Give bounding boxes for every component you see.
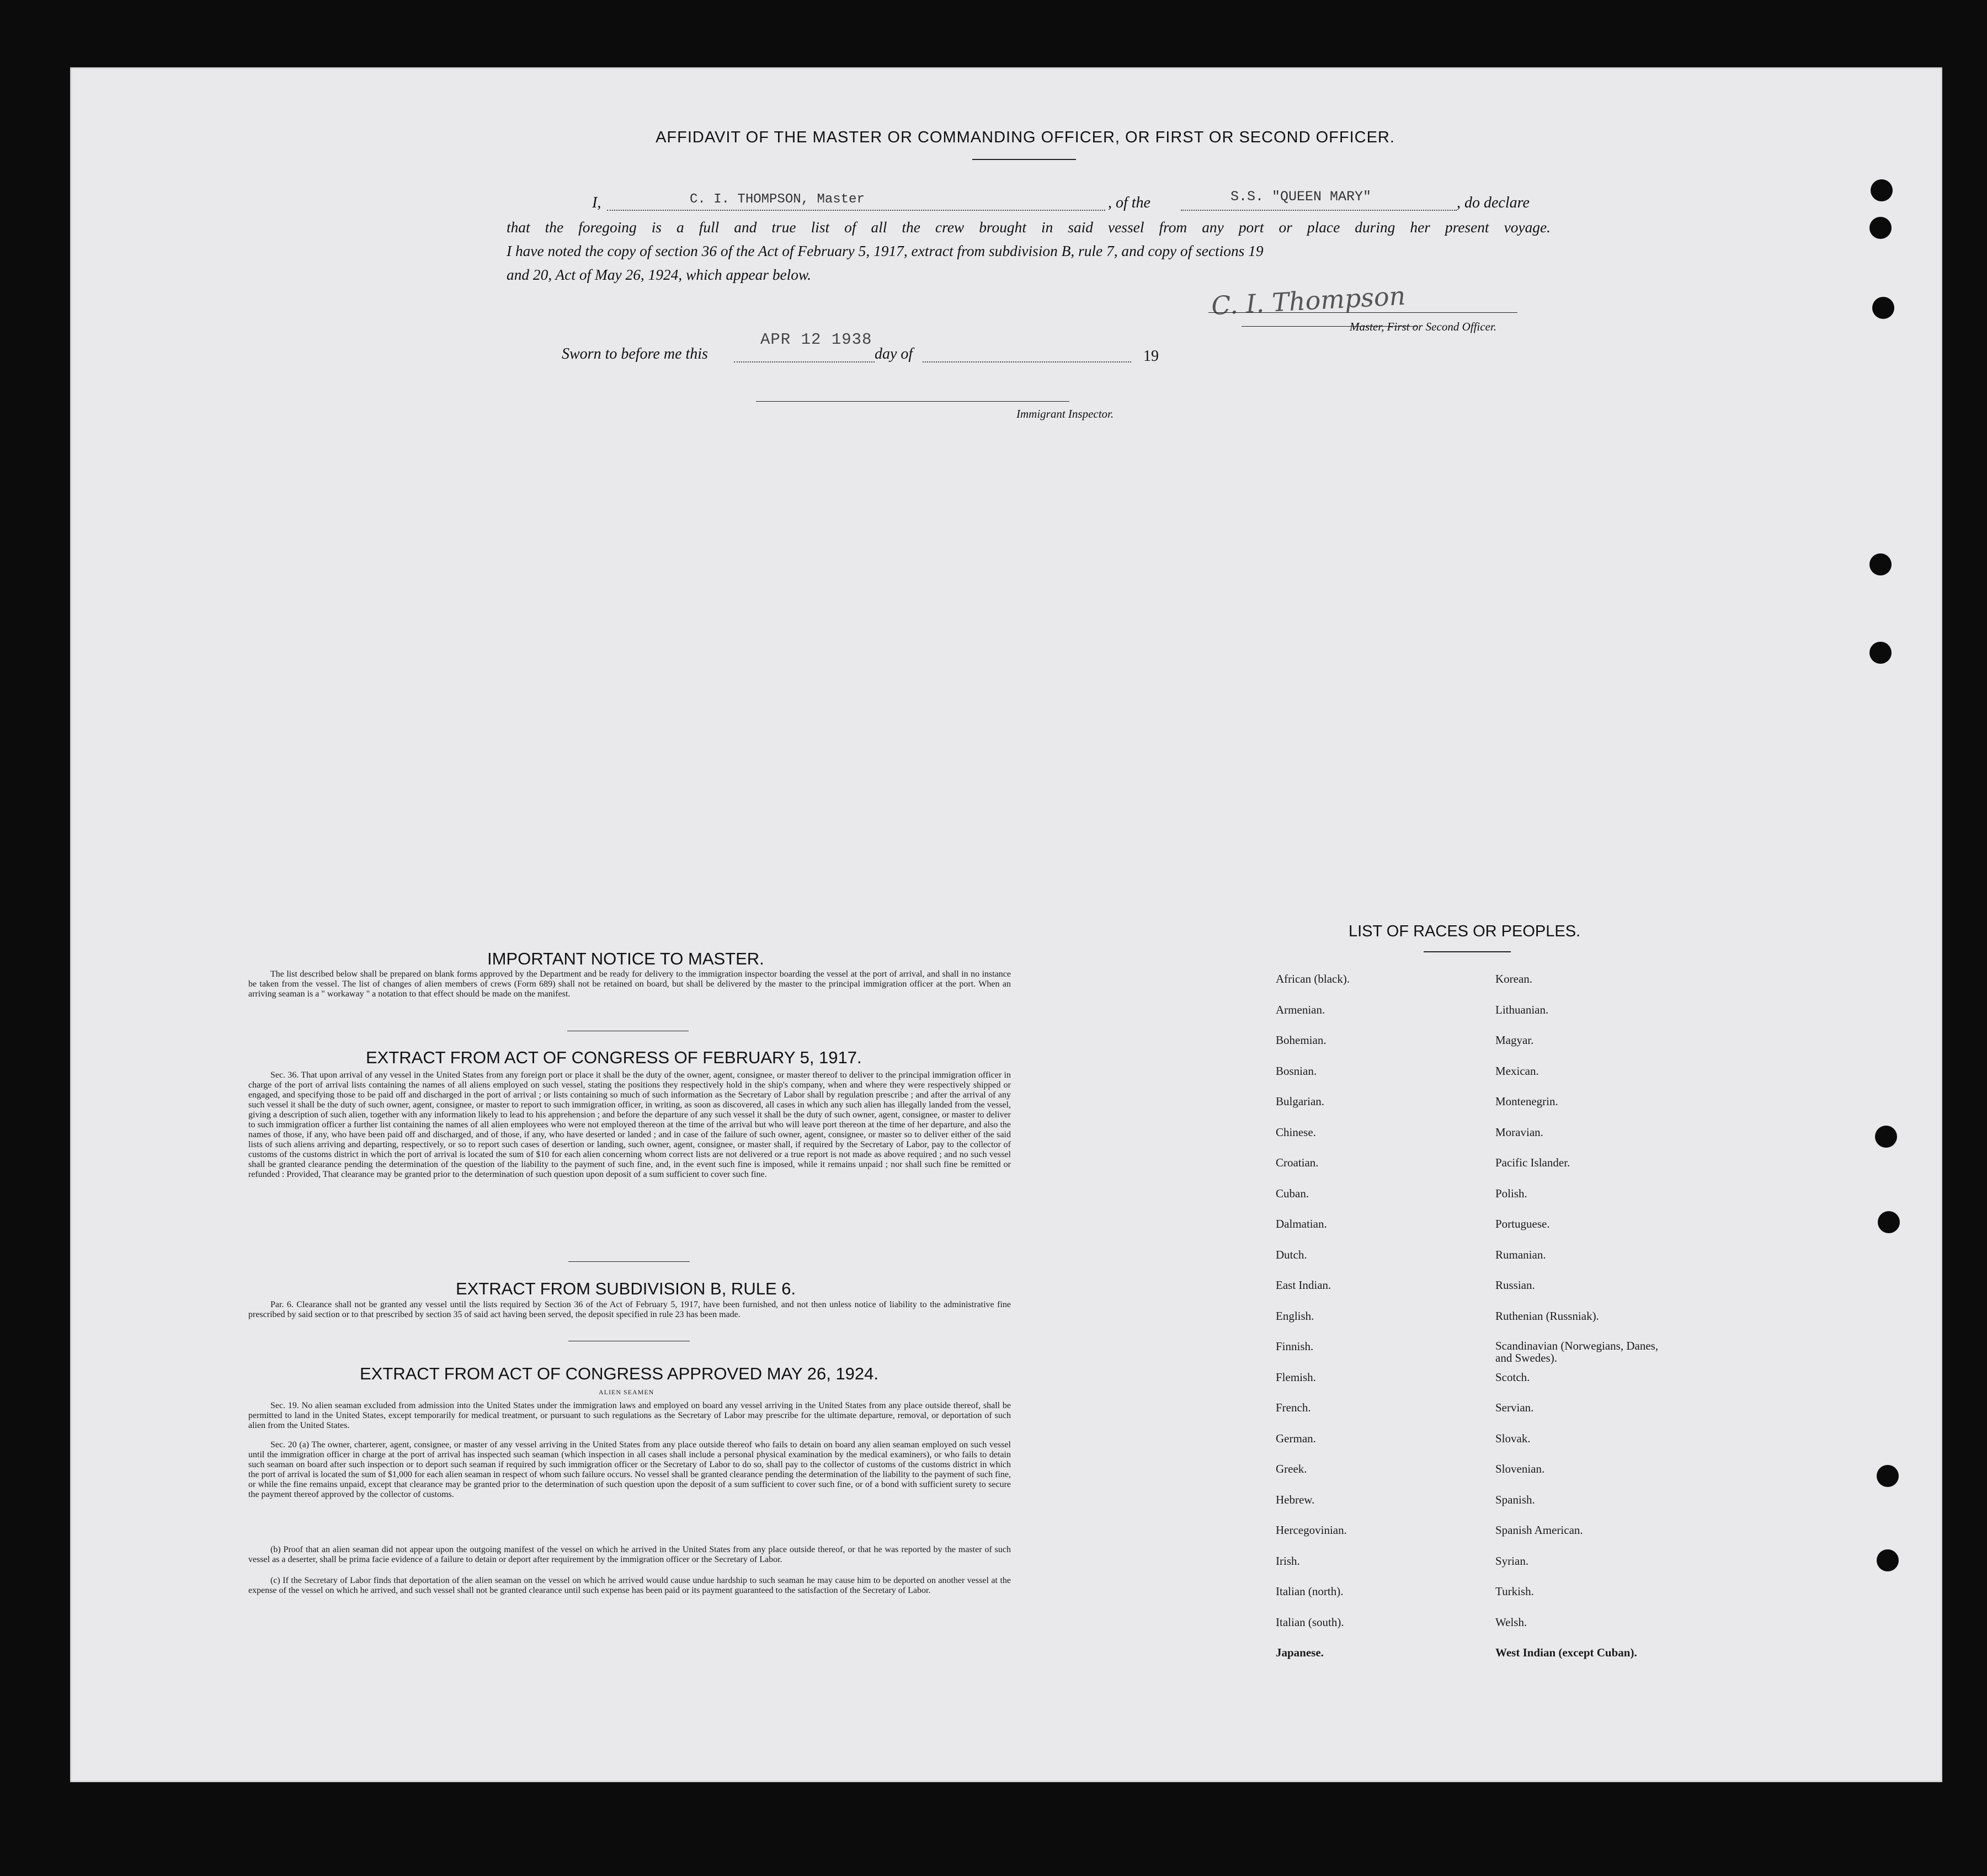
race-left-item: Bosnian.	[1276, 1064, 1317, 1078]
inspector-caption: Immigrant Inspector.	[1016, 407, 1114, 420]
race-right-item: Scotch.	[1495, 1371, 1530, 1384]
extract-1917-divider	[568, 1261, 690, 1262]
vessel-field: S.S. "QUEEN MARY"	[1230, 189, 1372, 205]
sec20a-text: Sec. 20 (a) The owner, charterer, agent, consignee, or master of any vessel arriving in the United States from any place outside thereof who fails to detain on board any alien seaman employed on such vessel until the immigration officer in charge at the port of arrival has inspected such seaman (which inspection in all cases shall include a personal physical examination by the medical examiners), or who fails to detain such seaman on board after such inspection or to deport such seaman if required by such immigration officer or the Secretary of Labor to do so, shall pay to the collector of customs of the customs district in which the port of arrival is located the sum of $1,000 for each alien seaman in respect of whom such failure occurs. No vessel shall be granted clearance pending the determination of the liability to the payment of such fine, or while the fine remains unpaid, except that clearance may be granted prior to the determination of such question upon the deposit of a sum sufficient to cover such fine, or of a bond with sufficient surety to secure the payment thereof approved by the collector of customs.	[248, 1440, 1011, 1499]
race-left-item: Finnish.	[1276, 1340, 1314, 1353]
signature-caption: Master, First or Second Officer.	[1350, 320, 1496, 333]
race-left-item: French.	[1276, 1401, 1311, 1414]
race-left-item: Italian (north).	[1276, 1585, 1344, 1598]
race-right-item: Slovenian.	[1495, 1462, 1545, 1475]
binder-hole	[1877, 1465, 1899, 1487]
race-right-item: Magyar.	[1495, 1033, 1534, 1047]
extract-1924-title: EXTRACT FROM ACT OF CONGRESS APPROVED MAY 26, 1924.	[360, 1364, 879, 1383]
race-right-item: Turkish.	[1495, 1585, 1534, 1598]
inspector-signature-line	[756, 401, 1069, 402]
race-right-item: Slovak.	[1495, 1432, 1531, 1445]
sec19-text: Sec. 19. No alien seaman excluded from admission into the United States under the immigration laws and employed on board any vessel arriving in the United States from any place outside thereof, shall be permitted to land in the United States, except temporarily for medical treatment, or pursuant to such regulations as the Secretary of Labor may prescribe for the ultimate departure, removal, or deportation of such alien from the United States.	[248, 1401, 1011, 1430]
binder-hole	[1869, 642, 1892, 664]
affidavit-body-line1: that the foregoing is a full and true list of all the crew brought in said vessel from any port or place during her present voyage.	[507, 219, 1551, 236]
sworn-day-line	[734, 361, 875, 363]
do-declare-label: , do declare	[1457, 194, 1530, 211]
sec20c-text: (c) If the Secretary of Labor finds that deportation of the alien seaman on the vessel on which he arrived would cause undue hardship to such seaman he may cause him to be deported on another vessel at the expense of the vessel on which he arrived, and such vessel shall not be granted clearance until such expense has been paid or its payment guaranteed to the satisfaction of the Secretary of Labor.	[248, 1576, 1011, 1595]
race-right-item: Syrian.	[1495, 1554, 1529, 1568]
race-left-item: Irish.	[1276, 1554, 1300, 1568]
race-right-item: Servian.	[1495, 1401, 1534, 1414]
race-left-item: Hebrew.	[1276, 1493, 1315, 1506]
affidavit-body-line2: I have noted the copy of section 36 of the Act of February 5, 1917, extract from subdivision B, rule 7, and copy of sections 19	[507, 243, 1264, 259]
race-right-item: Pacific Islander.	[1495, 1156, 1570, 1169]
race-left-item: Italian (south).	[1276, 1616, 1344, 1629]
binder-hole	[1871, 179, 1893, 201]
races-title: LIST OF RACES OR PEOPLES.	[1349, 923, 1581, 940]
race-right-item: Rumanian.	[1495, 1248, 1546, 1261]
race-right-item: Portuguese.	[1495, 1217, 1550, 1230]
alien-seamen-subtitle: ALIEN SEAMEN	[599, 1388, 654, 1396]
day-of-label: day of	[875, 345, 913, 363]
race-left-item: Bulgarian.	[1276, 1095, 1325, 1108]
race-right-item: Moravian.	[1495, 1126, 1543, 1139]
notice-text: The list described below shall be prepared on blank forms approved by the Department and be ready for delivery to the immigration inspector boarding the vessel at the port of arrival, and shall in no instance be taken from the vessel. The list of changes of alien members of crews (Form 689) shall not be retained on board, but shall be delivered by the master to the principal immigration officer at the port. When an arriving seaman is a " workaway " a notation to that effect should be made on the manifest.	[248, 969, 1011, 999]
sec20b-text: (b) Proof that an alien seaman did not appear upon the outgoing manifest of the vessel on which he arrived in the United States from any place outside thereof, or that he was reported by the master of such vessel as a deserter, shall be prima facie evidence of a failure to detain or deport after requirement by the immigration officer or the Secretary of Labor.	[248, 1545, 1011, 1564]
race-left-item: Croatian.	[1276, 1156, 1319, 1169]
race-right-item: West Indian (except Cuban).	[1495, 1646, 1637, 1659]
master-name-field: C. I. THOMPSON, Master	[690, 192, 865, 207]
i-label: I,	[592, 194, 601, 211]
race-left-item: Armenian.	[1276, 1003, 1325, 1016]
binder-hole	[1869, 553, 1892, 575]
binder-hole	[1872, 297, 1894, 319]
binder-hole	[1875, 1126, 1897, 1148]
race-left-item: Dutch.	[1276, 1248, 1307, 1261]
master-signature: C. I. Thompson	[1210, 280, 1407, 321]
race-left-item: Chinese.	[1276, 1126, 1316, 1139]
race-right-item: Korean.	[1495, 972, 1533, 985]
race-right-item: Scandinavian (Norwegians, Danes, and Swedes).	[1495, 1339, 1659, 1365]
race-left-item: Dalmatian.	[1276, 1217, 1327, 1230]
notice-title: IMPORTANT NOTICE TO MASTER.	[487, 949, 764, 968]
title-underline	[972, 159, 1076, 160]
race-left-item: German.	[1276, 1432, 1316, 1445]
binder-hole	[1877, 1549, 1899, 1571]
sworn-label: Sworn to before me this	[562, 345, 708, 363]
document-page	[70, 67, 1942, 1782]
race-right-item: Mexican.	[1495, 1064, 1539, 1078]
affidavit-title: AFFIDAVIT OF THE MASTER OR COMMANDING OFFICER, OR FIRST OR SECOND OFFICER.	[656, 129, 1395, 146]
binder-hole	[1878, 1211, 1900, 1233]
master-name-line	[607, 210, 1105, 211]
race-right-item: Ruthenian (Russniak).	[1495, 1309, 1599, 1323]
race-right-item: Russian.	[1495, 1278, 1535, 1292]
race-left-item: Hercegovinian.	[1276, 1523, 1347, 1537]
race-left-item: East Indian.	[1276, 1278, 1331, 1292]
race-right-item: Polish.	[1495, 1187, 1527, 1200]
race-right-item: Welsh.	[1495, 1616, 1527, 1629]
of-the-label: , of the	[1108, 194, 1150, 211]
year-prefix: 19	[1143, 348, 1159, 365]
sworn-month-line	[923, 361, 1131, 363]
rule6-title: EXTRACT FROM SUBDIVISION B, RULE 6.	[456, 1279, 796, 1298]
race-left-item: English.	[1276, 1309, 1314, 1323]
race-right-item: Lithuanian.	[1495, 1003, 1549, 1016]
race-left-item: Japanese.	[1276, 1646, 1324, 1659]
race-right-item: Spanish American.	[1495, 1523, 1583, 1537]
affidavit-body-line3: and 20, Act of May 26, 1924, which appear below.	[507, 267, 812, 283]
races-title-underline	[1424, 951, 1511, 952]
extract-1917-title: EXTRACT FROM ACT OF CONGRESS OF FEBRUARY 5, 1917.	[366, 1048, 862, 1067]
signature-line	[1208, 312, 1517, 313]
race-left-item: Greek.	[1276, 1462, 1307, 1475]
race-left-item: Cuban.	[1276, 1187, 1309, 1200]
race-left-item: African (black).	[1276, 972, 1350, 985]
race-right-item: Spanish.	[1495, 1493, 1535, 1506]
extract-1917-text: Sec. 36. That upon arrival of any vessel in the United States from any foreign port or place it shall be the duty of the owner, agent, consignee, or master thereof to deliver to the principal immigration officer in charge of the port of arrival lists containing the names of all aliens employed on such vessel, stating the positions they respectively hold in the ship's company, when and where they were respectively shipped or engaged, and specifying those to be paid off and discharged in the port of arrival ; or lists containing so much of such information as the Secretary of Labor shall by regulation prescribe ; and after the arrival of any such vessel it shall be the duty of such owner, agent, consignee, or master to report to such immigration officer, in writing, as soon as discovered, all cases in which any such alien has illegally landed from the vessel, giving a description of such alien, together with any information likely to lead to his apprehension ; and before the departure of any such vessel it shall be the duty of such owner, agent, consignee, or master to deliver to such immigration officer a further list containing the names of all alien employees who were not employed thereon at the time of the arrival but who will leave port thereon at the time of her departure, and also the names of those, if any, who have been paid off and discharged, and of those, if any, who have deserted or landed ; and in case of the failure of such owner, agent, consignee, or master so to deliver either of the said lists of such aliens arriving and departing, respectively, or so to report such cases of desertion or landing, such owner, agent, consignee, or master shall, if required by the Secretary of Labor, pay to the collector of customs of the customs district in which the port of arrival is located the sum of $10 for each alien concerning whom correct lists are not delivered or a true report is not made as above required ; and no such vessel shall be granted clearance pending the determination of the question of the liability to the payment of such fine, and, in the event such fine is imposed, while it remains unpaid ; nor shall such fine be remitted or refunded : Provided, That clearance may be granted prior to the determination of such question upon deposit of a sum sufficient to cover such fine.	[248, 1070, 1011, 1179]
race-right-item: Montenegrin.	[1495, 1095, 1558, 1108]
race-left-item: Bohemian.	[1276, 1033, 1327, 1047]
date-stamp: APR 12 1938	[760, 331, 872, 349]
binder-hole	[1869, 217, 1892, 239]
race-left-item: Flemish.	[1276, 1371, 1316, 1384]
rule6-text: Par. 6. Clearance shall not be granted any vessel until the lists required by Section 36 of the Act of February 5, 1917, have been furnished, and not then unless notice of liability to the administrative fine prescribed by said section or to that prescribed by section 35 of said act having been served, the deposit specified in rule 23 has been made.	[248, 1300, 1011, 1319]
vessel-line	[1181, 210, 1457, 211]
